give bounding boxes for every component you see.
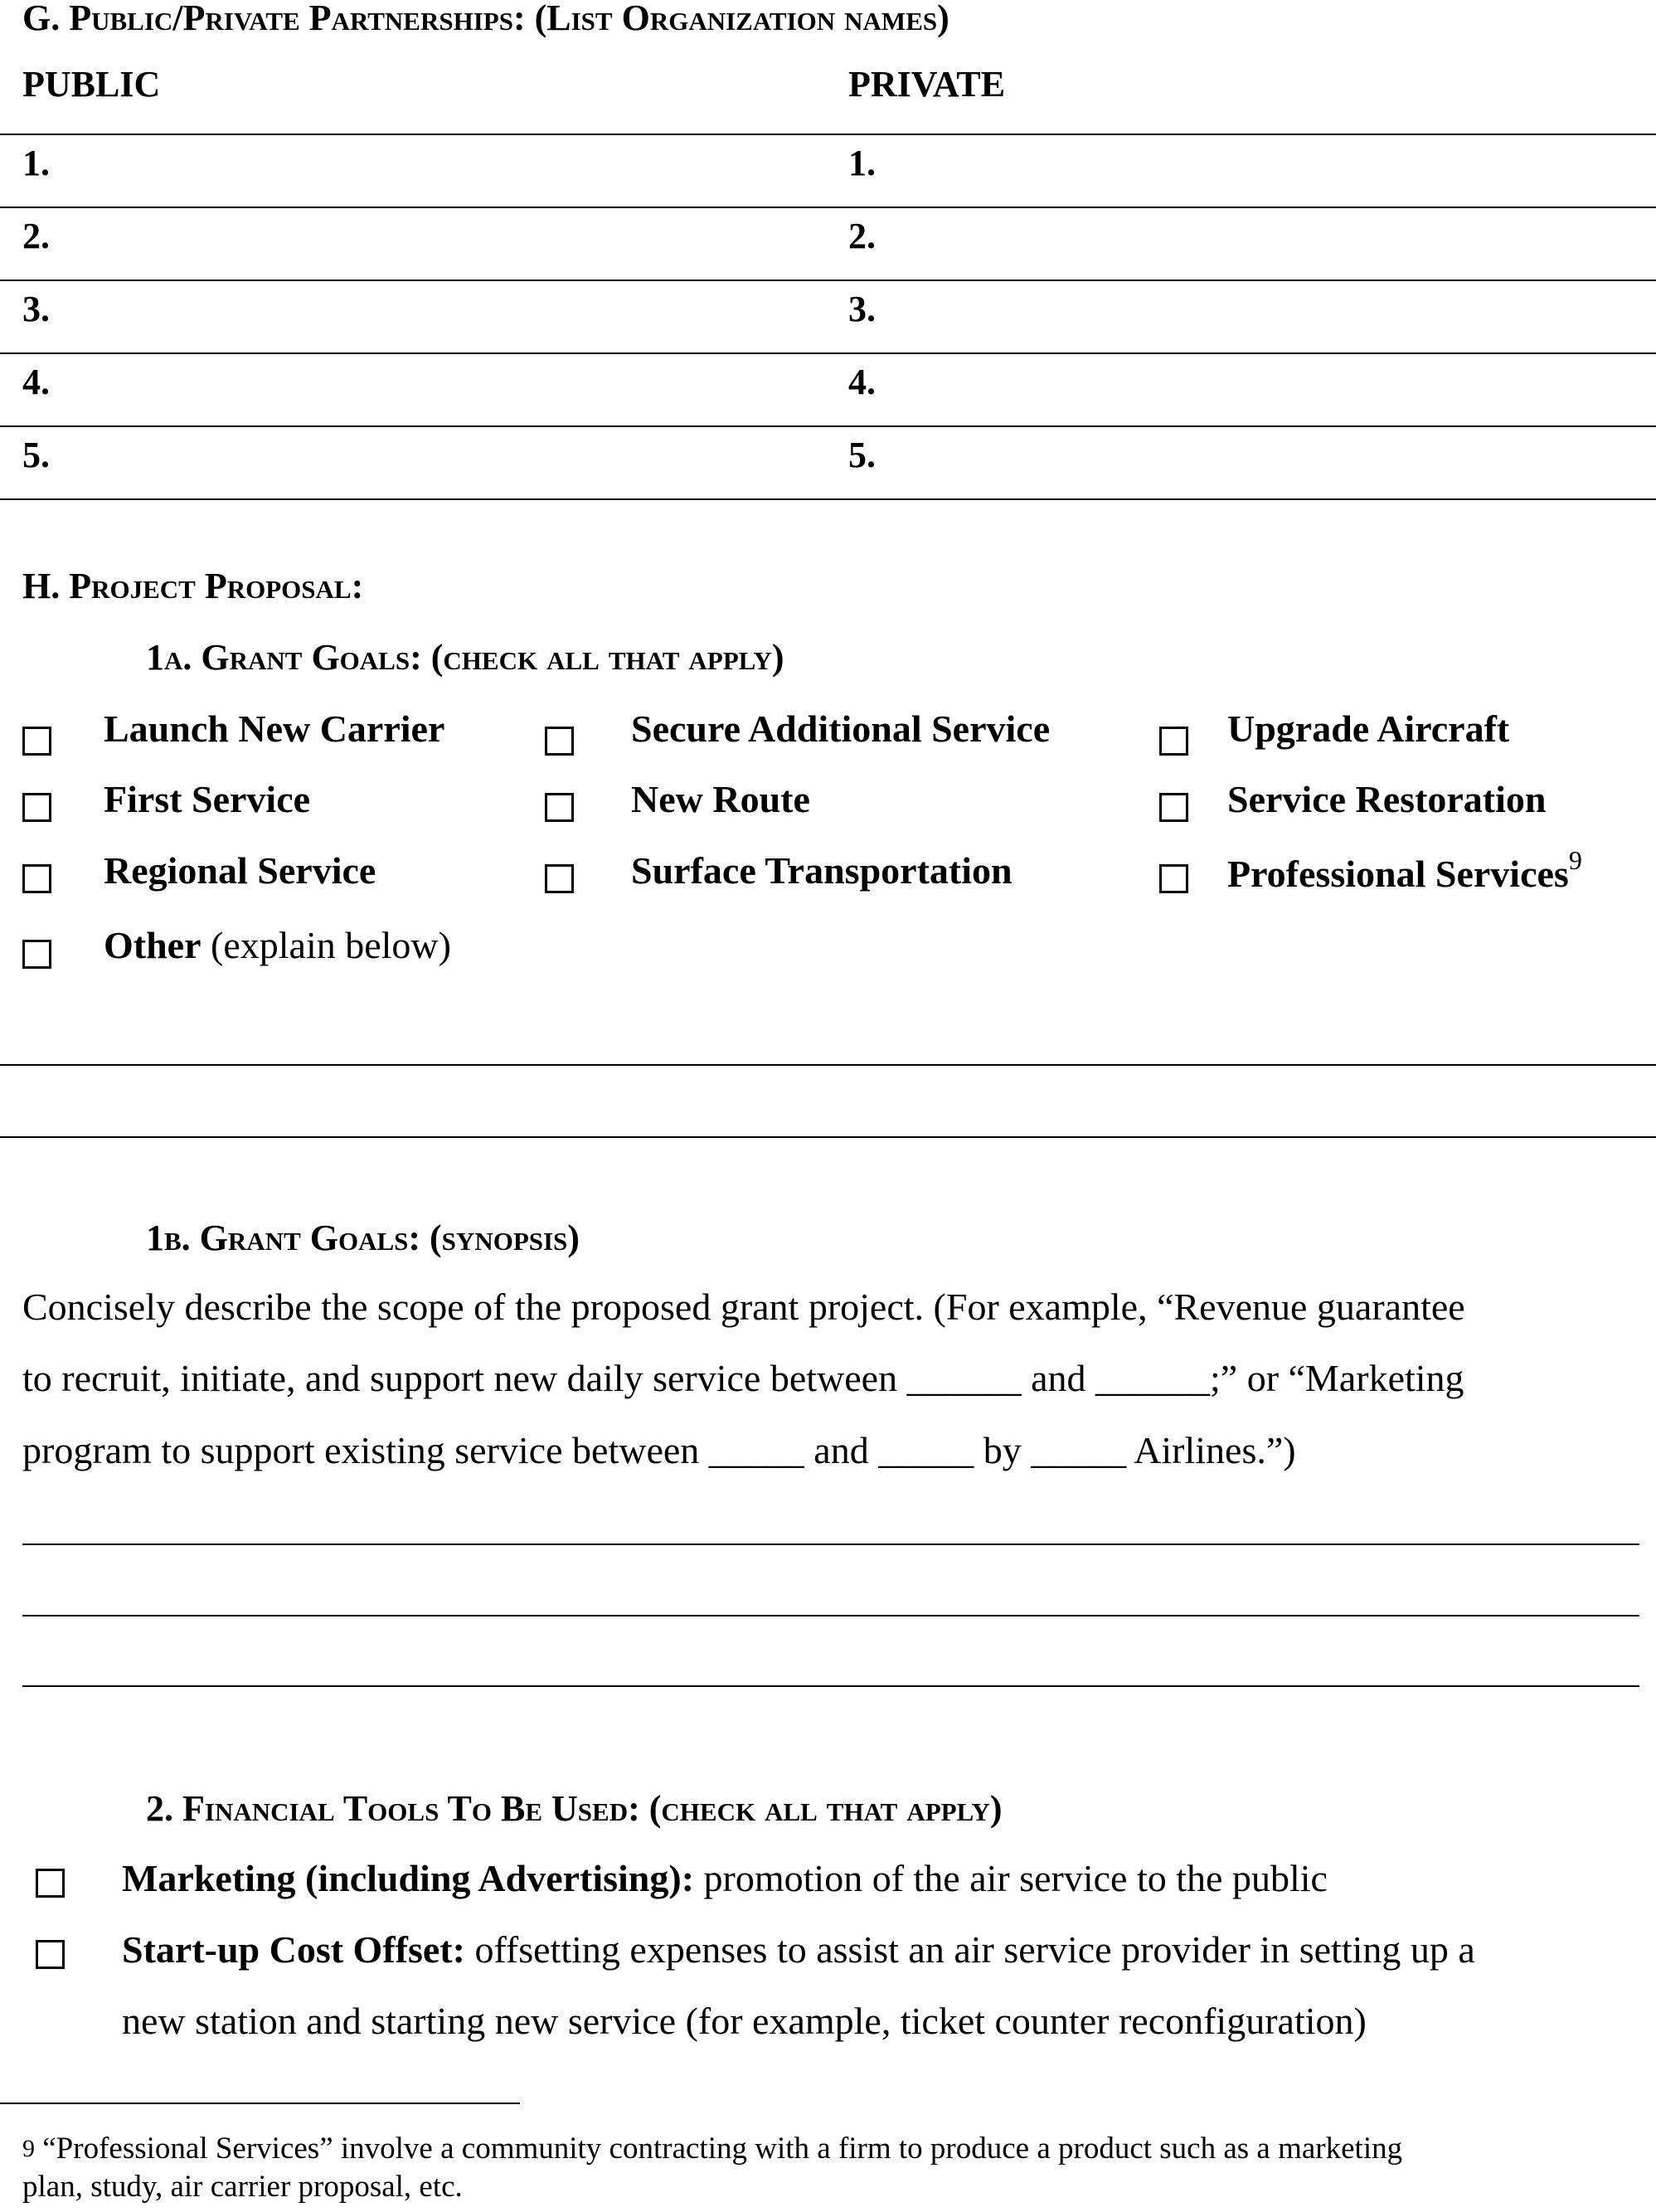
checkbox[interactable] [22, 793, 51, 822]
checkbox[interactable] [1159, 793, 1188, 822]
footnote-reference[interactable]: 9 [1568, 845, 1582, 875]
section-h-heading: H. Project Proposal: [22, 566, 364, 606]
section-g-heading: G. Public/Private Partnerships: (List Organization names) [22, 0, 949, 38]
table-rule [0, 498, 1656, 500]
goal-label: Secure Additional Service [631, 707, 1051, 750]
goal-label: Upgrade Aircraft [1227, 707, 1510, 750]
private-row-number: 3. [848, 289, 876, 329]
footnote-text: $^9$ “Professional Services” involve a community contracting with a firm to produce a product such as a marketing [22, 2132, 1403, 2166]
table-rule [0, 134, 1656, 135]
checkbox[interactable] [22, 727, 51, 756]
private-row-number: 4. [848, 362, 876, 402]
goal-label: Surface Transportation [631, 849, 1013, 892]
table-rule [0, 352, 1656, 354]
tool-label-continued: new station and starting new service (for example, ticket counter reconfiguration) [122, 2000, 1367, 2042]
public-column-label: PUBLIC [22, 64, 161, 105]
checkbox[interactable] [22, 940, 51, 969]
checkbox[interactable] [1159, 727, 1188, 756]
public-row-number: 1. [22, 143, 50, 183]
goal-label: Service Restoration [1227, 778, 1547, 820]
table-rule [0, 425, 1656, 427]
table-rule [0, 207, 1656, 208]
goal-label: Professional Services$^9$ [1227, 845, 1582, 895]
checkbox[interactable] [545, 727, 574, 756]
checkbox[interactable] [545, 864, 574, 893]
synopsis-instructions-line: Concisely describe the scope of the proposed grant project. (For example, “Revenue guarantee [22, 1286, 1465, 1328]
public-row-number: 5. [22, 435, 50, 475]
private-row-number: 1. [848, 143, 876, 183]
goal-label: Launch New Carrier [104, 707, 445, 750]
explanation-line[interactable] [0, 1136, 1656, 1138]
goal-label: Regional Service [104, 849, 376, 892]
explanation-line[interactable] [0, 1064, 1656, 1066]
footnote-text-continued: plan, study, air carrier proposal, etc. [22, 2170, 463, 2204]
public-row-number: 2. [22, 216, 50, 256]
synopsis-heading: 1b. Grant Goals: (synopsis) [146, 1218, 580, 1258]
goal-label: First Service [104, 778, 311, 820]
synopsis-instructions-line: program to support existing service between _____ and _____ by _____ Airlines.”) [22, 1429, 1296, 1471]
private-column-label: PRIVATE [848, 64, 1006, 105]
tool-label: Marketing (including Advertising): promotion of the air service to the public [122, 1857, 1328, 1899]
grant-goals-heading: 1a. Grant Goals: (check all that apply) [146, 637, 784, 678]
goal-label: Other (explain below) [104, 924, 451, 966]
financial-tools-heading: 2. Financial Tools To Be Used: (check all that apply) [146, 1788, 1003, 1829]
checkbox[interactable] [545, 793, 574, 822]
checkbox[interactable] [36, 1940, 65, 1969]
footnote-separator [0, 2103, 520, 2104]
tool-label: Start-up Cost Offset: offsetting expenses to assist an air service provider in setting up a [122, 1928, 1475, 1971]
private-row-number: 2. [848, 216, 876, 256]
checkbox[interactable] [36, 1869, 65, 1898]
goal-label: New Route [631, 778, 810, 820]
public-row-number: 4. [22, 362, 50, 402]
synopsis-answer-line[interactable] [22, 1685, 1639, 1687]
checkbox[interactable] [1159, 864, 1188, 893]
synopsis-answer-line[interactable] [22, 1615, 1639, 1616]
checkbox[interactable] [22, 864, 51, 893]
synopsis-instructions-line: to recruit, initiate, and support new daily service between ______ and ______;” or “Marketing [22, 1357, 1464, 1399]
private-row-number: 5. [848, 435, 876, 475]
public-row-number: 3. [22, 289, 50, 329]
synopsis-answer-line[interactable] [22, 1544, 1639, 1545]
table-rule [0, 280, 1656, 281]
